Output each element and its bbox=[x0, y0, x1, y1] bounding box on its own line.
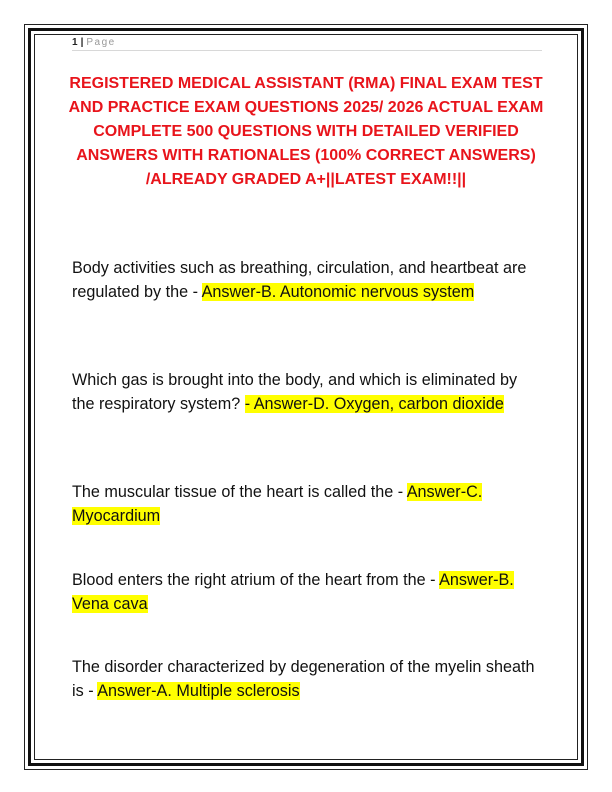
qa-item-2 bbox=[72, 368, 542, 416]
qa-item-4 bbox=[72, 568, 542, 616]
question-text: Blood enters the right atrium of the heart from the - bbox=[72, 571, 440, 589]
page-label: Page bbox=[86, 37, 116, 48]
question-text: Which gas is brought into the body, and which is eliminated by the respiratory system? bbox=[72, 371, 518, 413]
answer-highlight: Answer-A. Multiple sclerosis bbox=[97, 682, 300, 700]
answer-highlight: Answer-C. Myocardium bbox=[72, 483, 483, 525]
answer-highlight: Answer-B. Autonomic nervous system bbox=[201, 283, 475, 301]
question-text: The disorder characterized by degeneration of the myelin sheath is - bbox=[72, 658, 535, 700]
page-header-separator: | bbox=[80, 37, 84, 48]
page-number: 1 bbox=[72, 37, 78, 48]
answer-highlight: - Answer-D. Oxygen, carbon dioxide bbox=[244, 395, 504, 413]
question-text: Body activities such as breathing, circulation, and heartbeat are regulated by the - bbox=[72, 259, 527, 301]
page-header bbox=[72, 36, 542, 51]
qa-item-5 bbox=[72, 655, 542, 703]
answer-highlight: Answer-B. Vena cava bbox=[72, 571, 514, 613]
qa-item-1 bbox=[72, 256, 542, 304]
qa-item-3 bbox=[72, 480, 542, 528]
document-title: REGISTERED MEDICAL ASSISTANT (RMA) FINAL EXAM TEST AND PRACTICE EXAM QUESTIONS 2025/ 2026 ACTUAL EXAM COMPLETE 500 QUESTIONS WITH DETAILED VERIFIED ANSWERS WITH RATIONALES (100% CORRECT ANSWERS) /ALREADY GRADED A+||LATEST EXAM!!|| bbox=[68, 75, 544, 188]
question-text: The muscular tissue of the heart is called the - bbox=[72, 483, 407, 501]
